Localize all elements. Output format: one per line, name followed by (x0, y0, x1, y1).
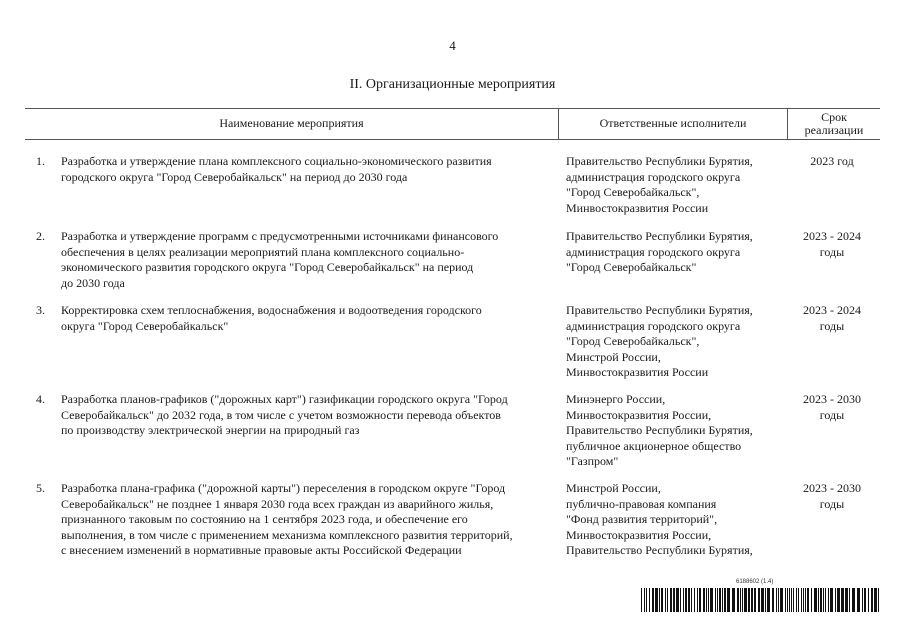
row-name-line: городского округа "Город Северобайкальск" на период до 2030 года (61, 169, 408, 184)
row-name-line: Разработка планов-графиков ("дорожных карт") газификации городского округа "Город (61, 392, 508, 406)
row-term-line: годы (819, 244, 845, 259)
row-responsible-line: "Газпром" (566, 454, 619, 468)
row-name-line: по производству электрической энергии на природный газ (61, 423, 360, 437)
row-responsible-line: Минвостокразвития России (566, 365, 709, 379)
row-responsible-line: Минстрой России, (566, 349, 661, 364)
row-name (61, 229, 551, 291)
row-responsible-line: Минстрой России, (566, 481, 661, 495)
row-responsible-line: публичное акционерное общество (566, 438, 742, 453)
row-responsible-line: Минвостокразвития России, (566, 407, 712, 422)
row-number: 1. (36, 154, 45, 168)
row-term-line: годы (819, 496, 845, 511)
barcode-label: 6188602 (1.4) (736, 579, 774, 585)
row-responsible (566, 229, 781, 276)
header-responsible: Ответственные исполнители (599, 116, 747, 130)
row-term-line: годы (819, 407, 845, 422)
row-name-line: обеспечения в целях реализации мероприятий плана комплексного социально- (61, 244, 465, 259)
page-number: 4 (449, 38, 456, 53)
row-responsible-line: Правительство Республики Бурятия, (566, 543, 753, 557)
row-responsible-line: "Фонд развития территорий", (566, 512, 718, 526)
row-term-line: 2023 - 2024 (803, 303, 861, 317)
row-name (61, 481, 551, 559)
row-responsible-line: Минвостокразвития России, (566, 527, 712, 542)
row-responsible-line: "Город Северобайкальск", (566, 334, 700, 348)
row-name-line: Северобайкальск" не позднее 1 января 2030 года всех граждан из аварийного жилья, (61, 496, 494, 511)
row-term (787, 481, 877, 512)
row-responsible-line: Правительство Республики Бурятия, (566, 303, 753, 317)
row-name-line: Разработка и утверждение плана комплексного социально-экономического развития (61, 154, 492, 168)
row-name (61, 303, 551, 334)
row-name-line: округа "Город Северобайкальск" (61, 318, 229, 333)
row-name-line: Корректировка схем теплоснабжения, водоснабжения и водоотведения городского (61, 303, 482, 317)
row-name-line: Северобайкальск" до 2032 года, в том числе с учетом возможности перевода объектов (61, 407, 501, 422)
row-name-line: Разработка и утверждение программ с предусмотренными источниками финансового (61, 229, 499, 243)
row-number: 3. (36, 303, 45, 317)
row-name-line: выполнения, в том числе с применением механизма комплексного развития территорий, (61, 527, 513, 542)
table-header-bottom-rule (25, 139, 880, 140)
header-name: Наименование мероприятия (219, 116, 364, 130)
row-term (787, 229, 877, 260)
row-responsible-line: Правительство Республики Бурятия, (566, 154, 753, 168)
row-term (787, 303, 877, 334)
row-term-line: 2023 - 2030 (803, 481, 861, 495)
row-responsible (566, 303, 781, 381)
row-responsible-line: "Город Северобайкальск", (566, 185, 700, 199)
row-responsible-line: Правительство Республики Бурятия, (566, 423, 753, 437)
row-number: 5. (36, 481, 45, 495)
row-responsible-line: Минвостокразвития России (566, 200, 709, 215)
row-responsible-line: Минэнерго России, (566, 392, 666, 406)
row-term (787, 154, 877, 170)
row-term-line: 2023 - 2030 (803, 392, 861, 406)
row-responsible-line: публично-правовая компания (566, 496, 717, 511)
row-responsible-line: "Город Северобайкальск" (566, 260, 697, 274)
row-name-line: Разработка плана-графика ("дорожной карты") переселения в городском округе "Город (61, 481, 506, 495)
section-title: II. Организационные мероприятия (349, 77, 556, 92)
row-term-line: годы (819, 318, 845, 333)
row-number: 2. (36, 229, 45, 243)
row-name-line: с внесением изменений в нормативные правовые акты Российской Федерации (61, 543, 462, 557)
row-responsible-line: администрация городского округа (566, 318, 741, 333)
row-term-line: 2023 - 2024 (803, 229, 861, 243)
row-term-line: 2023 год (810, 154, 854, 168)
row-name (61, 392, 551, 439)
row-responsible (566, 481, 781, 559)
row-term (787, 392, 877, 423)
row-responsible-line: администрация городского округа (566, 244, 741, 259)
row-name-line: экономического развития городского округа "Город Северобайкальск" на период (61, 260, 474, 274)
row-number: 4. (36, 392, 45, 406)
row-name (61, 154, 551, 185)
row-name-line: до 2030 года (61, 275, 125, 290)
header-term: Срок реализации (804, 109, 864, 137)
row-responsible-line: администрация городского округа (566, 169, 741, 184)
row-responsible (566, 392, 781, 470)
barcode-image (641, 588, 881, 612)
row-name-line: признанного таковым по состоянию на 1 сентября 2023 года, и обеспечение его (61, 512, 468, 526)
row-responsible-line: Правительство Республики Бурятия, (566, 229, 753, 243)
row-responsible (566, 154, 781, 216)
